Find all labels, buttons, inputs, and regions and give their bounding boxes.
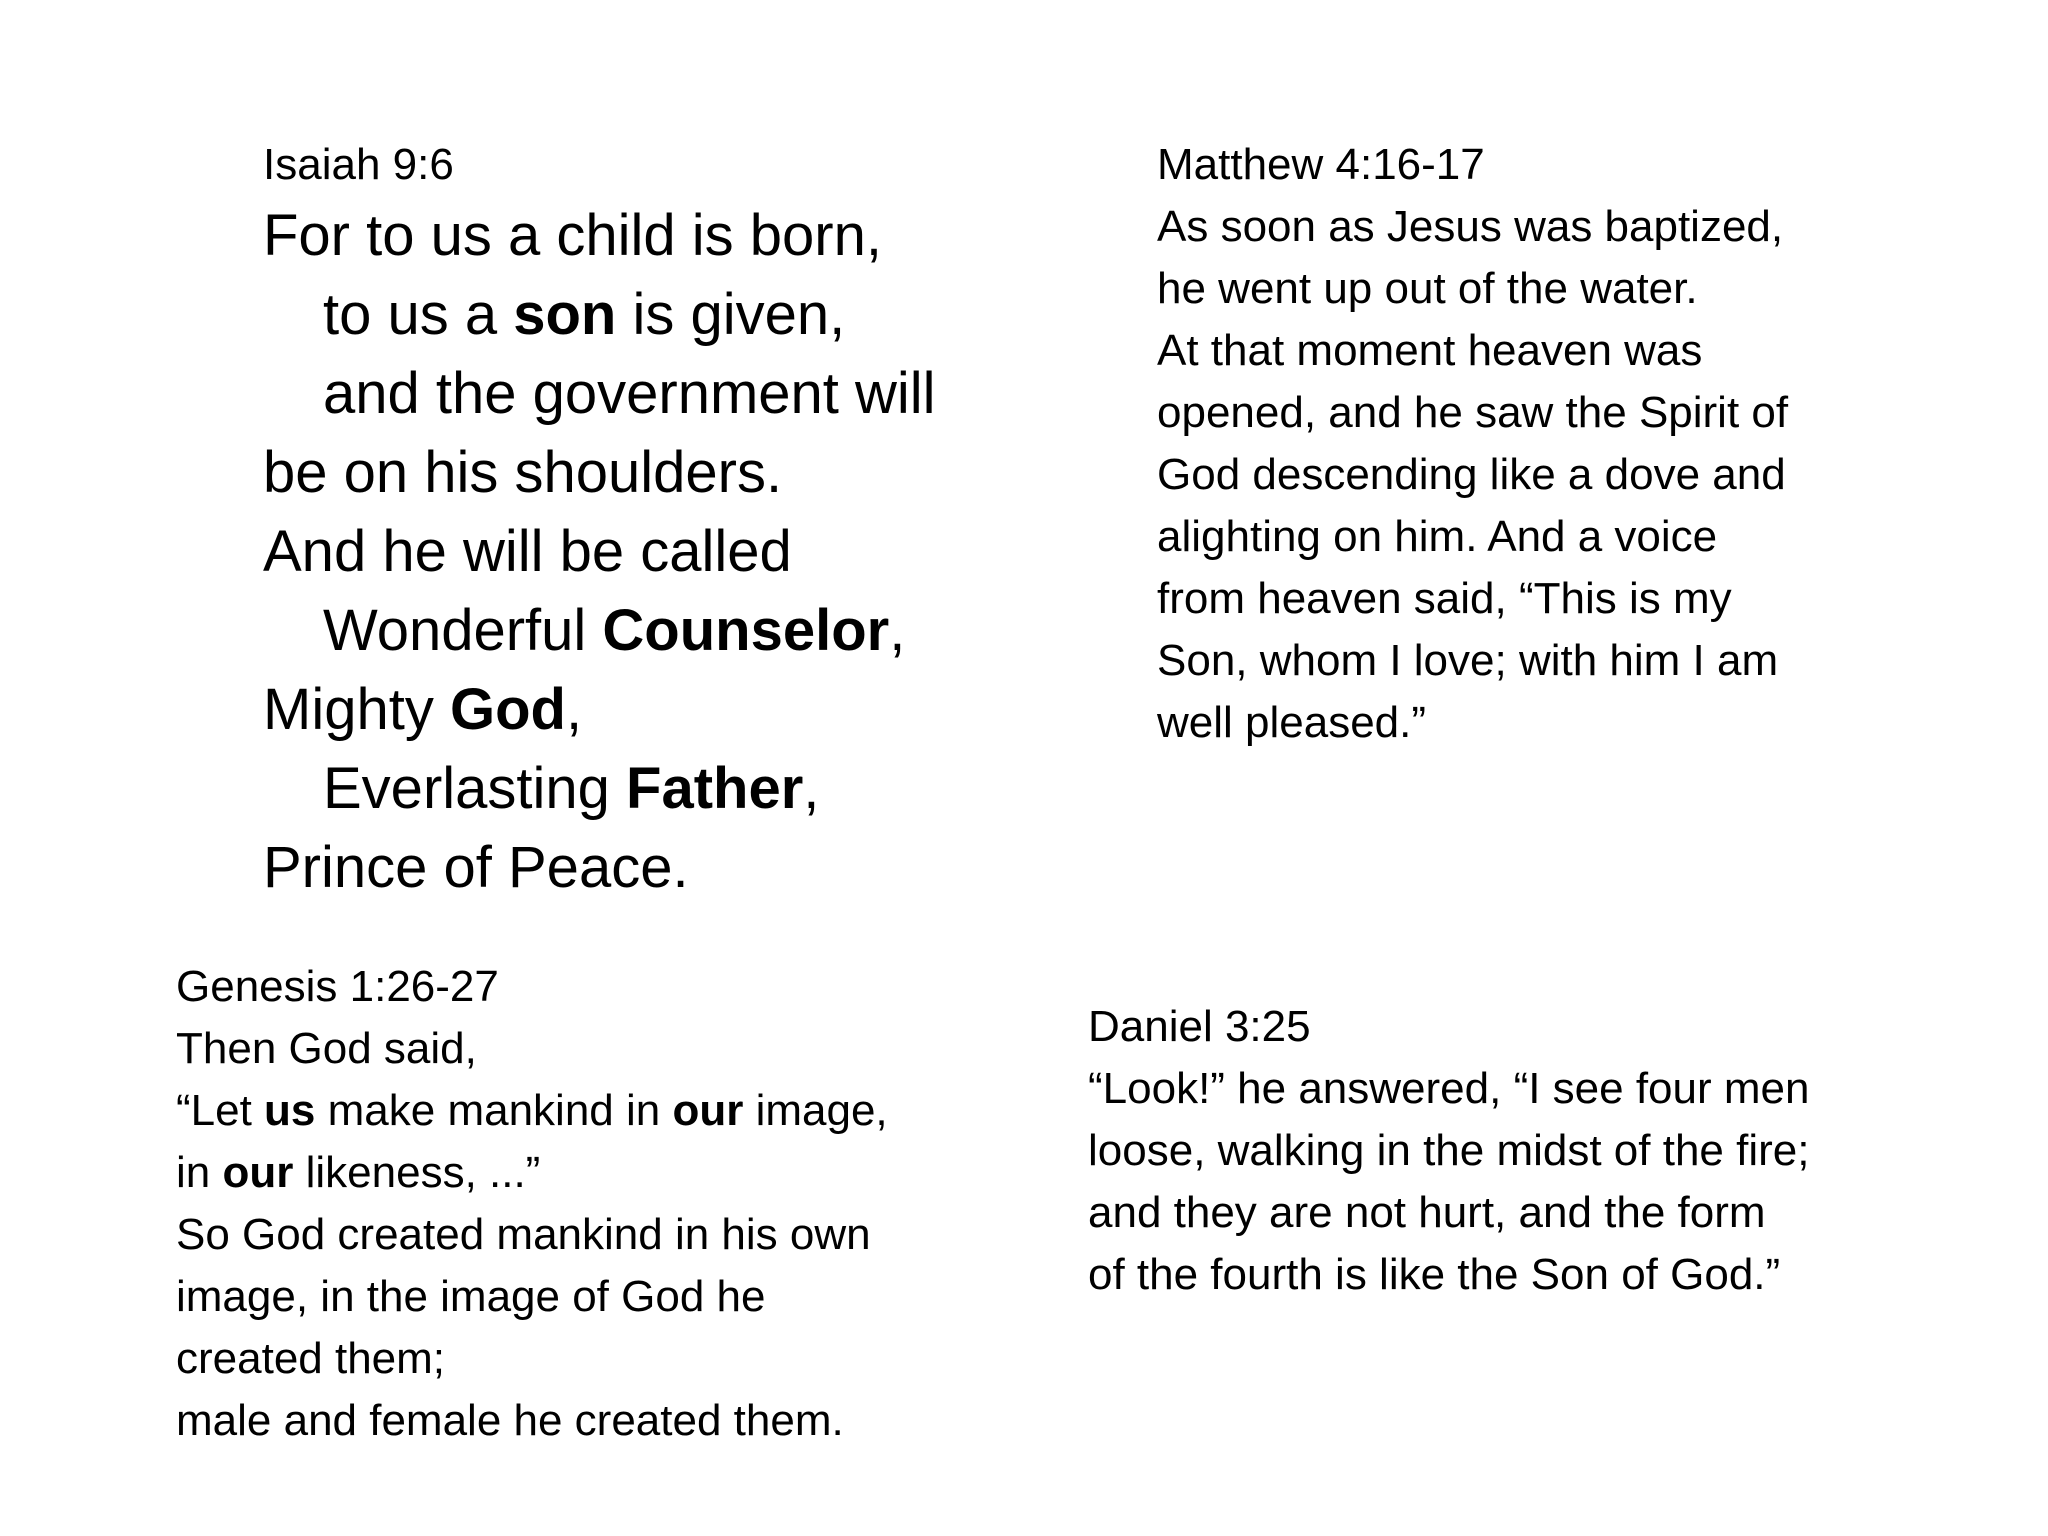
daniel-line: “Look!” he answered, “I see four men xyxy=(1088,1064,1810,1113)
daniel-line: of the fourth is like the Son of God.” xyxy=(1088,1250,1781,1299)
genesis-line-2 xyxy=(176,1080,888,1142)
daniel-verse xyxy=(1088,1058,1809,1306)
matthew-line: Son, whom I love; with him I am xyxy=(1157,636,1779,685)
genesis-line-2-text-e: image, xyxy=(743,1086,888,1135)
genesis-line-1: Then God said, xyxy=(176,1024,477,1073)
genesis-line-3-text-c: likeness, ...” xyxy=(293,1148,541,1197)
genesis-line-3 xyxy=(176,1142,888,1204)
isaiah-verse xyxy=(263,196,936,907)
daniel-line: loose, walking in the midst of the fire; xyxy=(1088,1126,1810,1175)
daniel-passage xyxy=(1088,996,1809,1306)
matthew-passage xyxy=(1157,134,1788,754)
isaiah-line-6-text-c: , xyxy=(889,598,906,663)
isaiah-line-2-text-a: to us a xyxy=(323,282,514,347)
isaiah-line-6 xyxy=(263,591,936,670)
isaiah-line-4: be on his shoulders. xyxy=(263,440,783,505)
isaiah-line-2 xyxy=(263,275,936,354)
isaiah-line-5: And he will be called xyxy=(263,519,792,584)
matthew-reference: Matthew 4:16-17 xyxy=(1157,140,1485,189)
genesis-line-6: created them; xyxy=(176,1334,446,1383)
genesis-line-7: male and female he created them. xyxy=(176,1396,844,1445)
matthew-line: God descending like a dove and xyxy=(1157,450,1786,499)
matthew-line: well pleased.” xyxy=(1157,698,1427,747)
isaiah-line-8 xyxy=(263,749,936,828)
isaiah-line-8-text-a: Everlasting xyxy=(323,756,627,821)
isaiah-line-2-text-c: is given, xyxy=(616,282,846,347)
genesis-line-4: So God created mankind in his own xyxy=(176,1210,871,1259)
genesis-line-3-bold-our: our xyxy=(222,1148,294,1197)
matthew-line: from heaven said, “This is my xyxy=(1157,574,1732,623)
isaiah-line-3: and the government will xyxy=(323,361,936,426)
matthew-verse xyxy=(1157,196,1788,754)
genesis-line-5: image, in the image of God he xyxy=(176,1272,766,1321)
isaiah-line-1: For to us a child is born, xyxy=(263,203,882,268)
genesis-line-2-bold-our: our xyxy=(672,1086,744,1135)
genesis-line-2-bold-us: us xyxy=(264,1086,316,1135)
genesis-line-2-text-a: “Let xyxy=(176,1086,265,1135)
isaiah-line-6-text-a: Wonderful xyxy=(323,598,603,663)
daniel-line: and they are not hurt, and the form xyxy=(1088,1188,1766,1237)
isaiah-line-9: Prince of Peace. xyxy=(263,835,689,900)
isaiah-line-6-bold: Counselor xyxy=(602,598,890,663)
genesis-verse xyxy=(176,1018,888,1452)
matthew-line: As soon as Jesus was baptized, xyxy=(1157,202,1784,251)
daniel-reference: Daniel 3:25 xyxy=(1088,1002,1311,1051)
isaiah-line-7-bold: God xyxy=(449,677,566,742)
isaiah-line-7-text-a: Mighty xyxy=(263,677,450,742)
matthew-line: opened, and he saw the Spirit of xyxy=(1157,388,1789,437)
isaiah-line-2-bold: son xyxy=(513,282,617,347)
genesis-line-3-text-a: in xyxy=(176,1148,223,1197)
isaiah-line-8-bold: Father xyxy=(626,756,804,821)
matthew-line: At that moment heaven was xyxy=(1157,326,1703,375)
matthew-line: he went up out of the water. xyxy=(1157,264,1698,313)
genesis-line-2-text-c: make mankind in xyxy=(315,1086,673,1135)
genesis-reference: Genesis 1:26-27 xyxy=(176,962,499,1011)
isaiah-line-7 xyxy=(263,670,936,749)
isaiah-passage xyxy=(263,134,936,907)
matthew-line: alighting on him. And a voice xyxy=(1157,512,1718,561)
genesis-passage xyxy=(176,956,888,1452)
isaiah-reference: Isaiah 9:6 xyxy=(263,140,454,189)
isaiah-line-8-text-c: , xyxy=(803,756,820,821)
isaiah-line-7-text-c: , xyxy=(565,677,583,742)
